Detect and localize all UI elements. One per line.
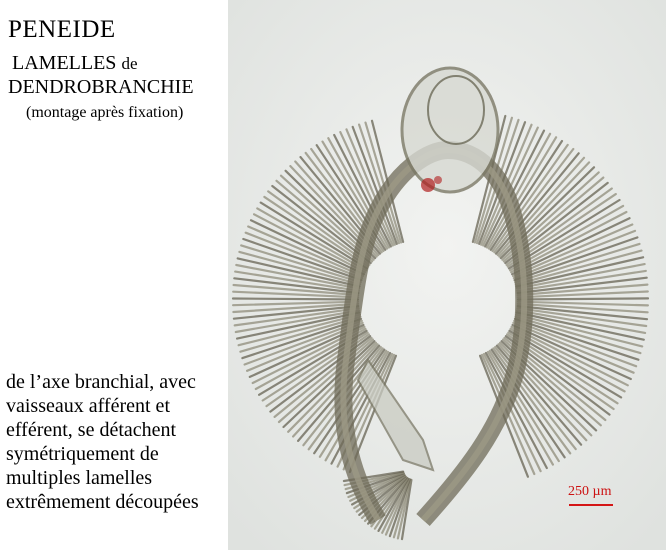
description-line: symétriquement de xyxy=(6,443,159,465)
subtitle-de-text: de xyxy=(121,54,138,73)
micrograph-photo xyxy=(228,0,666,550)
subtitle-lamelles xyxy=(12,52,137,75)
lamella xyxy=(518,298,648,299)
upper-structure xyxy=(402,68,498,192)
red-spot xyxy=(434,176,442,184)
description-line: vaisseaux afférent et xyxy=(6,395,170,417)
description-line: multiples lamelles xyxy=(6,467,153,489)
title: PENEIDE xyxy=(8,16,116,43)
description-line: de l’axe branchial, avec xyxy=(6,371,196,393)
description-line: efférent, se détachent xyxy=(6,419,177,441)
subtitle-montage: (montage après fixation) xyxy=(26,104,184,121)
micrograph-illustration xyxy=(228,0,666,550)
subtitle-dendrobranchie: DENDROBRANCHIE xyxy=(8,76,194,98)
subtitle-lamelles-text: LAMELLES xyxy=(12,52,117,74)
caption-panel xyxy=(0,0,228,550)
description xyxy=(6,370,199,514)
scale-bar xyxy=(569,504,613,506)
lamella xyxy=(233,299,358,300)
description-line: extrêmement découpées xyxy=(6,491,199,513)
scale-bar-label: 250 µm xyxy=(568,484,612,499)
red-spot xyxy=(421,178,435,192)
